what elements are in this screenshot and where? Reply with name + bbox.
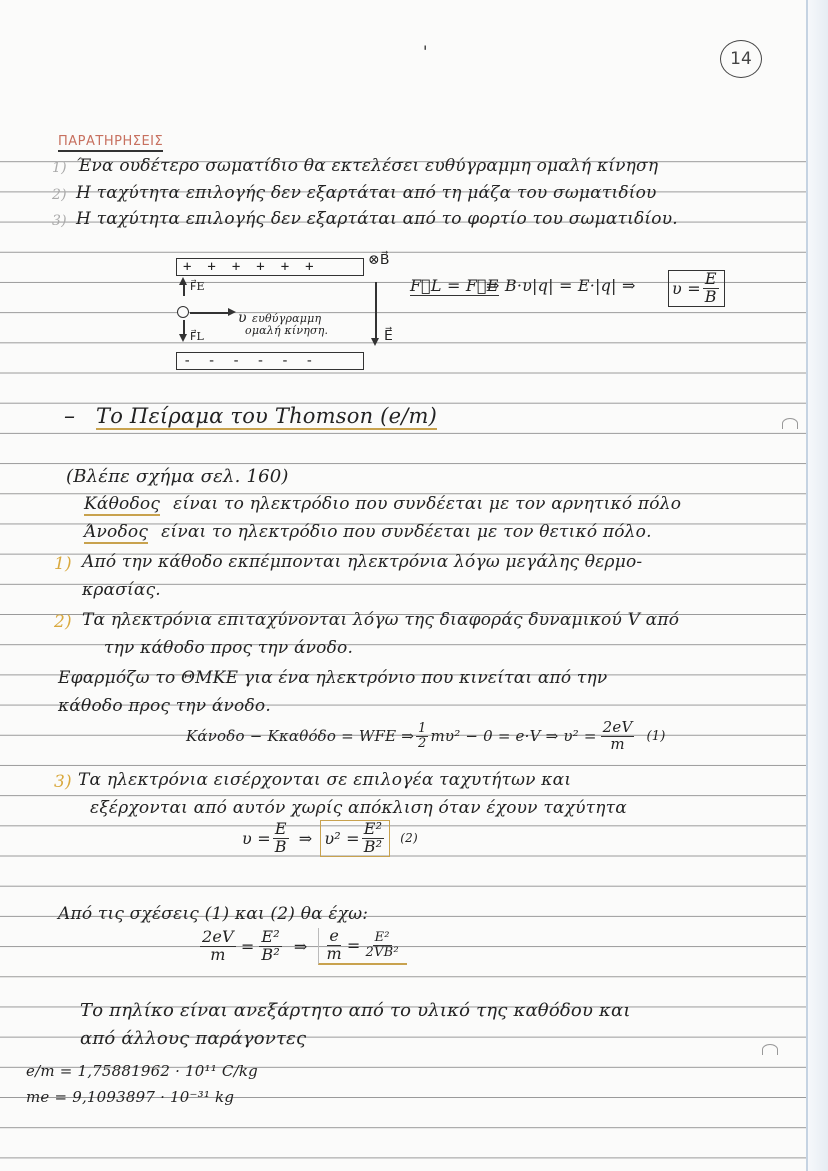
fl-arrow-shaft — [183, 320, 185, 334]
magnetic-field-label: ⊗B⃗ — [368, 252, 390, 268]
eq3-equals: = — [240, 936, 255, 956]
eq2-implies: ⇒ — [298, 828, 313, 848]
velocity-label: υ — [238, 310, 247, 326]
observation-number: 1) — [52, 160, 67, 176]
selector-velocity-result — [668, 270, 725, 307]
step-2-line-1: Τα ηλεκτρόνια επιταχύνονται λόγω της διαφοράς δυναμικού V από — [82, 610, 680, 630]
thomson-section-title: Το Πείραμα του Thomson (e/m) — [96, 404, 437, 428]
half-numerator: 1 — [417, 721, 427, 737]
conclusion-line-1: Το πηλίκο είναι ανεξάρτητο από το υλικό της καθόδου και — [80, 1000, 631, 1021]
anode-term: Άνοδος — [84, 522, 149, 542]
eq1-left: Kάνοδο − Kκαθόδο = WFE ⇒ — [186, 727, 414, 746]
step-1-line-1: Από την κάθοδο εκπέμπονται ηλεκτρόνια λόγω μεγάλης θερμο- — [82, 552, 643, 572]
cathode-term: Κάθοδος — [84, 494, 161, 514]
eq1-result — [601, 720, 635, 753]
eq3-c — [327, 928, 342, 963]
electron-icon — [177, 306, 189, 318]
observations-heading: ΠΑΡΑΤΗΡΗΣΕΙΣ — [58, 134, 163, 152]
eq2-boxed-result — [320, 820, 390, 857]
e-field-arrow-shaft — [375, 282, 377, 340]
see-figure-note: (Βλέπε σχήμα σελ. 160) — [66, 466, 289, 487]
eq3-boxed-result — [318, 928, 407, 965]
half-denominator: 2 — [417, 735, 427, 751]
eq3-c-num: e — [329, 926, 340, 945]
eq3-b-den: B² — [261, 944, 280, 964]
eq1-tag: (1) — [646, 728, 666, 744]
eq3-equals-2: = — [346, 935, 361, 955]
eq3-a — [200, 929, 236, 964]
eq1-denominator: m — [610, 734, 625, 753]
eq2-denominator: B — [274, 836, 287, 856]
margin-mark-icon — [762, 1044, 778, 1055]
work-energy-line-2: κάθοδο προς την άνοδο. — [58, 696, 271, 716]
fe-arrow-up-icon — [179, 277, 187, 285]
fl-label: F⃗L — [190, 330, 205, 343]
anode-text: είναι το ηλεκτρόδιο που συνδέεται με τον θετικό πόλο. — [161, 522, 652, 542]
velocity-arrow-icon — [228, 308, 236, 316]
page-top-margin — [0, 0, 808, 140]
eq2-box-denominator: B² — [363, 836, 383, 856]
eq2-box-lhs: υ² = — [324, 828, 360, 848]
motion-label-line1: ευθύγραμμη — [252, 312, 322, 325]
fl-arrow-down-icon — [179, 334, 187, 342]
eq1-middle: mυ² − 0 = e·V ⇒ υ² = — [430, 727, 597, 746]
step-1-number: 1) — [54, 554, 72, 574]
observation-number: 3) — [52, 213, 67, 229]
eq1-numerator: 2eV — [602, 718, 633, 736]
result-lhs: υ = — [672, 278, 701, 298]
motion-label-line2: ομαλή κίνηση. — [245, 324, 329, 337]
eq2-box-fraction — [362, 821, 385, 856]
force-balance-derivation: ⇒ B·υ|q| = E·|q| ⇒ — [486, 276, 636, 295]
eq2-tag: (2) — [400, 831, 418, 846]
positive-plate: ++++++ — [176, 258, 364, 276]
eq3-c-den: m — [326, 943, 342, 963]
observation-text: Ένα ουδέτερο σωματίδιο θα εκτελέσει ευθύγραμμη ομαλή κίνηση — [76, 156, 659, 176]
e-field-arrow-icon — [371, 338, 379, 346]
charge-mass-ratio-value: e/m = 1,75881962 · 10¹¹ C/kg — [26, 1062, 258, 1080]
result-numerator: E — [704, 269, 717, 288]
cathode-text: είναι το ηλεκτρόδιο που συνδέεται με τον αρνητικό πόλο — [173, 494, 682, 514]
result-fraction — [703, 271, 719, 306]
page-number: 14 — [720, 40, 762, 78]
result-denominator: B — [704, 286, 717, 306]
work-energy-line-1: Εφαρμόζω το ΘΜΚΕ για ένα ηλεκτρόνιο που κινείται από την — [58, 668, 608, 688]
step-3-line-2: εξέρχονται από αυτόν χωρίς απόκλιση όταν έχουν ταχύτητα — [90, 798, 627, 818]
eq3-b-num: E² — [261, 927, 280, 946]
equation-2 — [242, 820, 418, 857]
eq3-a-den: m — [210, 944, 226, 964]
e-field-label: E⃗ — [384, 328, 394, 344]
eq2-numerator: E — [274, 819, 287, 838]
velocity-arrow-shaft — [190, 312, 230, 314]
tick-mark: ' — [423, 42, 428, 61]
eq3-implies: ⇒ — [293, 936, 308, 956]
equation-1 — [186, 720, 666, 753]
electron-mass-value: me = 9,1093897 · 10⁻³¹ kg — [26, 1088, 235, 1106]
combine-relations: Από τις σχέσεις (1) και (2) θα έχω: — [58, 904, 369, 924]
eq3-d — [366, 931, 399, 959]
eq1-half — [416, 722, 428, 750]
observation-text: Η ταχύτητα επιλογής δεν εξαρτάται από το φορτίο του σωματιδίου. — [76, 209, 678, 229]
conclusion-line-2: από άλλους παράγοντες — [80, 1028, 307, 1049]
negative-plate: ------ — [176, 352, 364, 370]
step-2-number: 2) — [54, 612, 72, 632]
step-3-line-1: Τα ηλεκτρόνια εισέρχονται σε επιλογέα ταχυτήτων και — [78, 770, 572, 790]
step-3-number: 3) — [54, 772, 72, 792]
fe-label: F⃗E — [190, 280, 205, 293]
eq3-a-num: 2eV — [202, 927, 234, 946]
observation-number: 2) — [52, 187, 67, 203]
section-dash: – — [64, 404, 76, 429]
cathode-definition — [84, 494, 681, 514]
anode-definition — [84, 522, 652, 542]
observation-text: Η ταχύτητα επιλογής δεν εξαρτάται από τη μάζα του σωματιδίου — [76, 183, 657, 203]
eq3-b — [259, 929, 282, 964]
eq2-lhs: υ = — [242, 828, 271, 848]
eq2-box-numerator: E² — [363, 819, 383, 838]
eq3-d-den: 2VB² — [365, 944, 399, 960]
margin-mark-icon — [782, 418, 798, 429]
force-balance: F⃗L = F⃗E — [410, 276, 499, 295]
step-1-line-2: κρασίας. — [82, 580, 161, 600]
eq2-fraction — [273, 821, 289, 856]
equation-3 — [198, 928, 407, 965]
step-2-line-2: την κάθοδο προς την άνοδο. — [104, 638, 354, 658]
eq3-d-num: E² — [374, 930, 390, 946]
notebook-spine-edge — [806, 0, 828, 1171]
